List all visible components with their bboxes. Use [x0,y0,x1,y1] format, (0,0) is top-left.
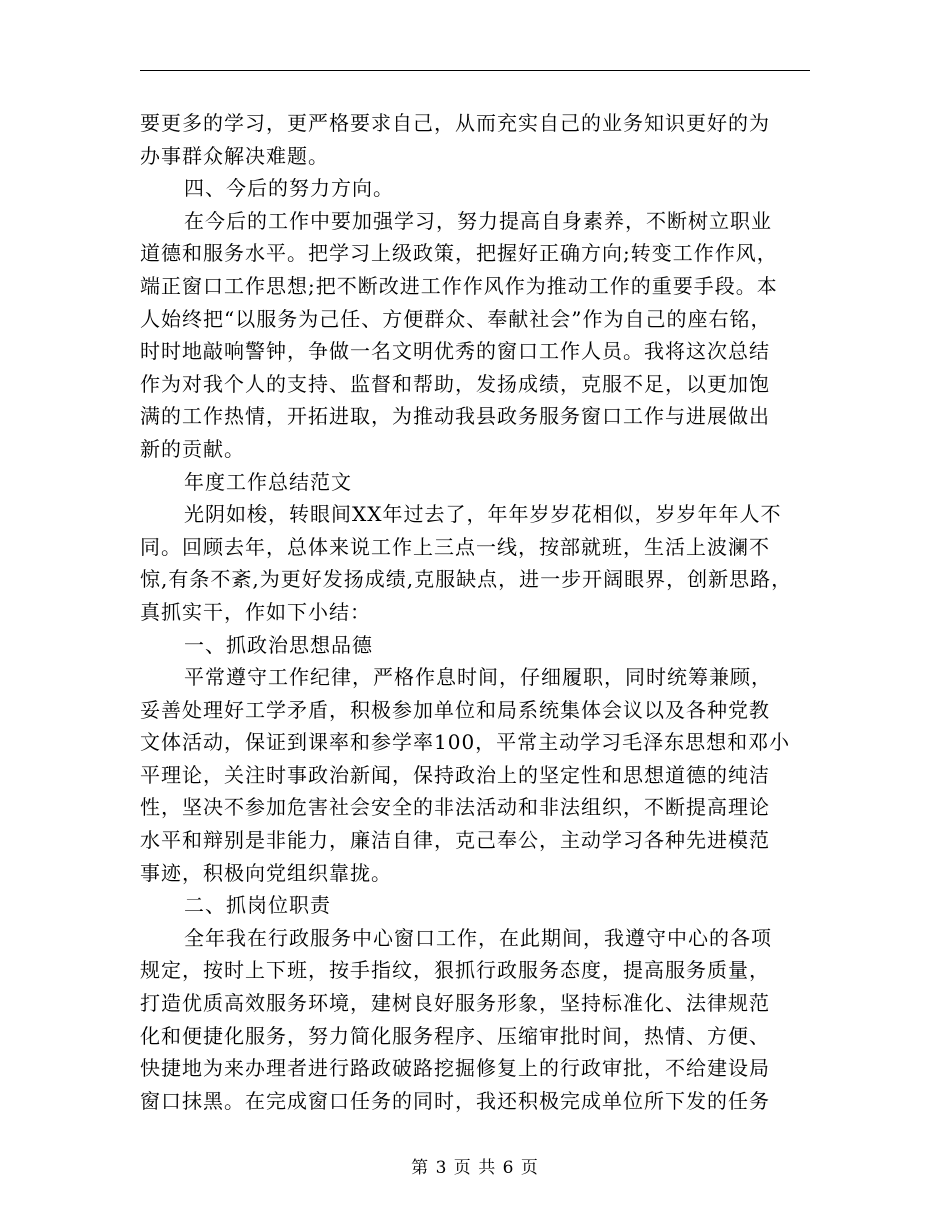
text-line: 满的工作热情，开拓进取，为推动我县政务服务窗口工作与进展做出 [140,404,770,429]
text-line: 办事群众解决难题。 [140,143,329,168]
text-line: 窗口抹黑。在完成窗口任务的同时，我还积极完成单位所下发的任务 [140,1088,770,1113]
text-line: 二、抓岗位职责 [184,893,331,918]
text-line: 快捷地为来办理者进行路政破路挖掘修复上的行政审批，不给建设局 [140,1056,770,1081]
document-body [140,107,820,1117]
text-line: 文体活动，保证到课率和参学率100，平常主动学习毛泽东思想和邓小 [140,730,791,755]
text-line: 全年我在行政服务中心窗口工作，在此期间，我遵守中心的各项 [184,925,772,950]
page-indicator: 第 3 页 共 6 页 [411,1158,539,1178]
text-line: 要更多的学习，更严格要求自己，从而充实自己的业务知识更好的为 [140,111,770,135]
text-line: 平理论，关注时事政治新闻，保持政治上的坚定性和思想道德的纯洁 [140,762,770,787]
text-line: 四、今后的努力方向。 [184,176,394,201]
text-line: 端正窗口工作思想;把不断改进工作作风作为推动工作的重要手段。本 [140,273,778,298]
page-footer [0,1153,950,1178]
text-line: 打造优质高效服务环境，建树良好服务形象，坚持标准化、法律规范 [140,991,770,1016]
text-line: 年度工作总结范文 [184,469,352,494]
text-line: 时时地敲响警钟，争做一名文明优秀的窗口工作人员。我将这次总结 [140,339,770,364]
text-line: 事迹，积极向党组织靠拢。 [140,860,392,885]
text-line: 惊,有条不紊,为更好发扬成绩,克服缺点，进一步开阔眼界，创新思路， [140,567,793,592]
text-line: 同。回顾去年，总体来说工作上三点一线，按部就班，生活上波澜不 [140,534,770,559]
text-line: 规定，按时上下班，按手指纹，狠抓行政服务态度，提高服务质量， [140,958,770,983]
text-line: 性，坚决不参加危害社会安全的非法活动和非法组织，不断提高理论 [140,795,770,820]
header-rule [140,70,810,71]
text-line: 化和便捷化服务，努力简化服务程序、压缩审批时间，热情、方便、 [140,1023,770,1048]
text-line: 人始终把“以服务为己任、方便群众、奉献社会”作为自己的座右铭， [140,306,772,331]
text-line: 作为对我个人的支持、监督和帮助，发扬成绩，克服不足，以更加饱 [140,371,770,396]
text-line: 妥善处理好工学矛盾，积极参加单位和局系统集体会议以及各种党教 [140,697,770,722]
text-line: 平常遵守工作纪律，严格作息时间，仔细履职，同时统筹兼顾， [184,665,772,690]
text-line: 道德和服务水平。把学习上级政策，把握好正确方向;转变工作作风， [140,241,778,266]
text-line: 水平和辩别是非能力，廉洁自律，克己奉公，主动学习各种先进模范 [140,828,770,853]
text-line: 新的贡献。 [140,436,245,461]
text-line: 一、抓政治思想品德 [184,632,373,657]
text-line: 光阴如梭，转眼间XX年过去了，年年岁岁花相似，岁岁年年人不 [184,502,782,527]
text-line: 真抓实干，作如下小结： [140,599,371,624]
text-line: 在今后的工作中要加强学习，努力提高自身素养，不断树立职业 [184,208,772,233]
